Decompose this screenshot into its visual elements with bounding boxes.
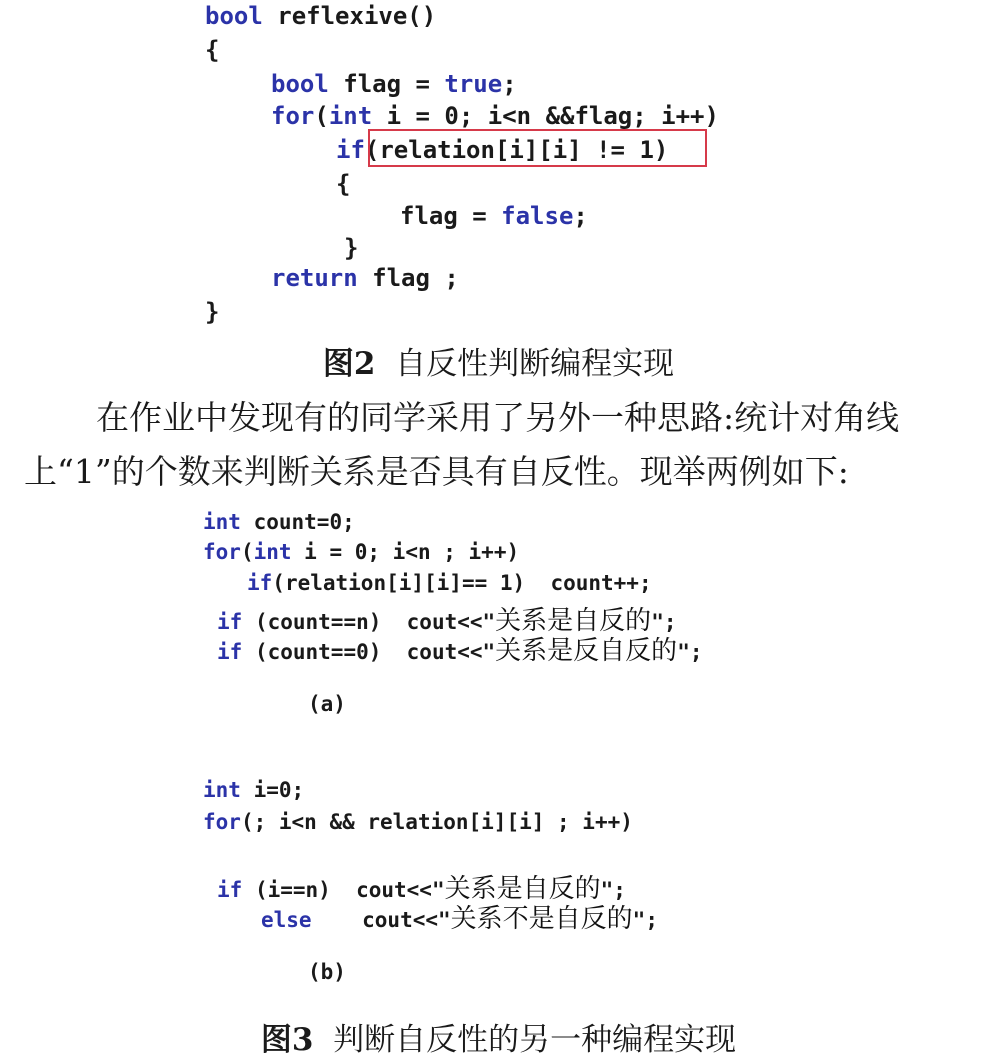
code-text: (i==n) cout<<": [242, 878, 445, 902]
highlight-box: [368, 129, 707, 167]
code-text: ";: [677, 640, 703, 664]
code-text: ";: [651, 610, 677, 634]
code-line: [203, 810, 633, 834]
keyword: for: [203, 810, 241, 834]
code-line: [261, 898, 658, 935]
code-text: (; i<n && relation[i][i] ; i++): [240, 810, 633, 834]
figure-3-caption: [0, 1014, 997, 1059]
code-line: [271, 70, 517, 98]
keyword: int: [328, 102, 373, 130]
keyword: bool: [271, 70, 329, 98]
caption-number: 图3: [260, 1022, 314, 1058]
figure-2-caption: [0, 338, 997, 383]
code-text: (count==n) cout<<": [242, 610, 496, 634]
code-text: {: [205, 36, 220, 64]
chinese-string: 关系是反自反的: [495, 636, 678, 666]
keyword: if: [336, 136, 365, 164]
keyword: if: [247, 571, 273, 595]
keyword: int: [203, 778, 241, 802]
keyword: else: [261, 908, 312, 932]
code-line: [203, 540, 519, 564]
code-text: }: [344, 234, 359, 262]
code-text: count=0;: [240, 510, 355, 534]
figure-3a-code: [203, 510, 703, 666]
keyword: return: [271, 264, 358, 292]
code-text: flag =: [328, 70, 445, 98]
code-text: i=0;: [240, 778, 305, 802]
keyword: if: [217, 610, 243, 634]
code-line: [271, 264, 459, 292]
code-text: {: [336, 170, 351, 198]
code-text: cout<<": [311, 908, 451, 932]
code-line: [205, 36, 219, 64]
caption-text: 自反性判断编程实现: [395, 346, 675, 382]
code-line: [271, 102, 719, 130]
subfigure-label: (b): [308, 960, 346, 984]
code-text: (: [314, 102, 329, 130]
figure-2-code: [205, 2, 719, 326]
code-text: ;: [573, 202, 588, 230]
subfigure-label: (a): [308, 692, 346, 716]
code-text: i = 0; i<n ; i++): [291, 540, 520, 564]
code-text: ";: [632, 908, 658, 932]
code-line: [344, 234, 358, 262]
caption-text: 判断自反性的另一种编程实现: [333, 1022, 737, 1058]
code-text: (count==0) cout<<": [242, 640, 496, 664]
code-text: (relation[i][i]== 1) count++;: [272, 571, 652, 595]
paragraph-line: 上“1”的个数来判断关系是否具有自反性。现举两例如下:: [24, 452, 849, 491]
keyword: for: [203, 540, 241, 564]
keyword: bool: [205, 2, 263, 30]
code-line: [400, 202, 588, 230]
code-line: [203, 778, 304, 802]
chinese-string: 关系是自反的: [444, 874, 601, 904]
code-text: ";: [600, 878, 626, 902]
code-text: (: [240, 540, 254, 564]
code-line: [217, 630, 702, 667]
keyword: true: [444, 70, 503, 98]
keyword: if: [217, 878, 243, 902]
code-text: flag =: [400, 202, 502, 230]
code-text: i = 0; i<n &&flag; i++): [372, 102, 719, 130]
keyword: int: [203, 510, 241, 534]
code-line: [336, 170, 350, 198]
code-line: [205, 298, 219, 326]
keyword: int: [253, 540, 292, 564]
code-line: [247, 571, 652, 595]
code-text: flag ;: [357, 264, 459, 292]
keyword: for: [271, 102, 315, 130]
caption-number: 图2: [322, 346, 376, 382]
chinese-string: 关系不是自反的: [450, 904, 633, 934]
chinese-string: 关系是自反的: [495, 606, 652, 636]
figure-3b-code: [203, 778, 658, 934]
code-line: [205, 2, 436, 30]
keyword: if: [217, 640, 243, 664]
code-line: [203, 510, 355, 534]
code-text: (relation[i][i] != 1): [364, 136, 669, 164]
code-text: reflexive(): [262, 2, 437, 30]
code-text: ;: [502, 70, 517, 98]
keyword: false: [501, 202, 574, 230]
code-text: }: [205, 298, 220, 326]
paragraph-line: 在作业中发现有的同学采用了另外一种思路:统计对角线: [96, 398, 900, 437]
